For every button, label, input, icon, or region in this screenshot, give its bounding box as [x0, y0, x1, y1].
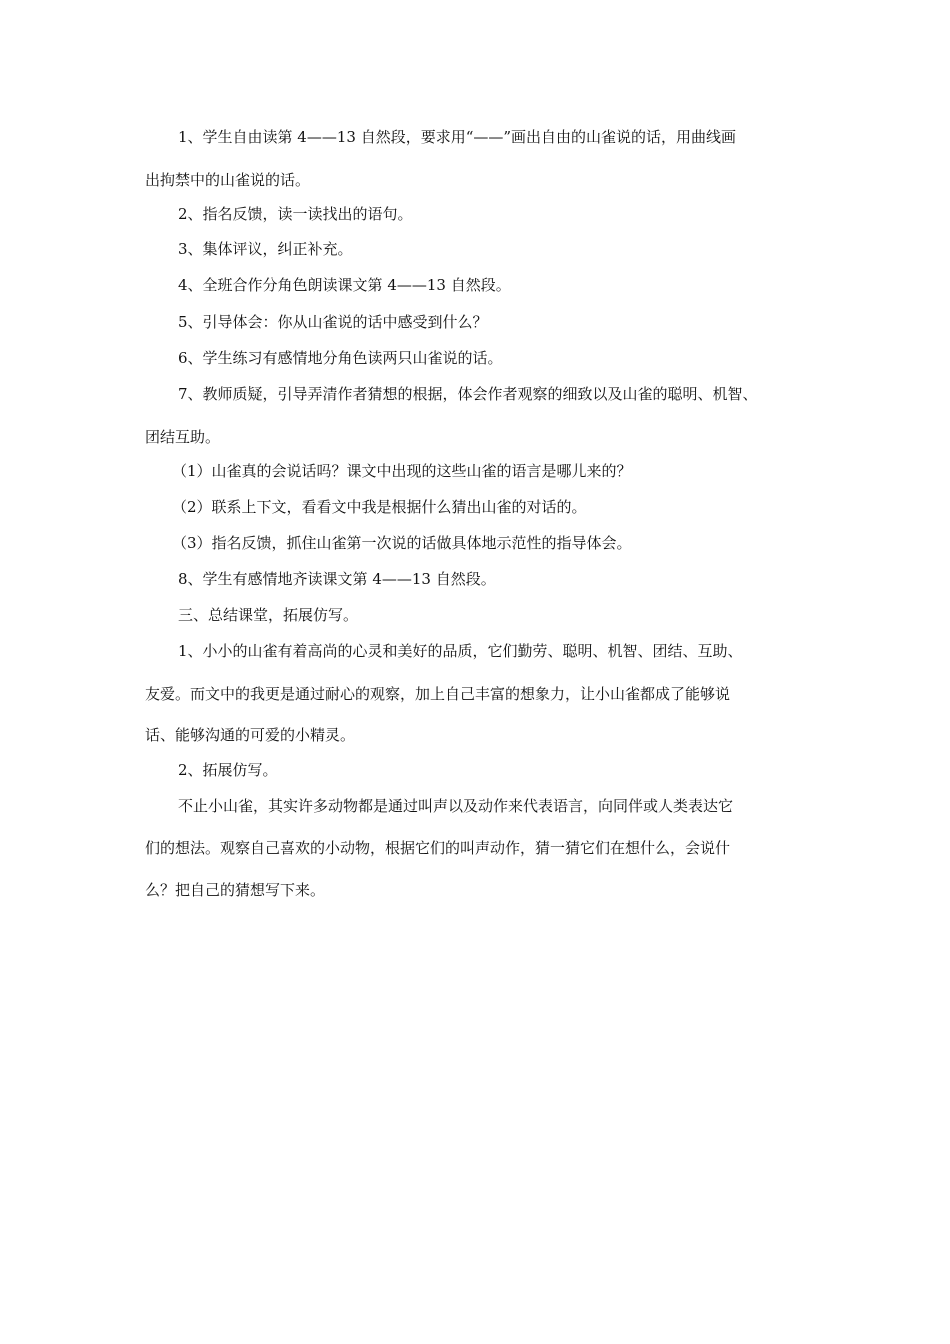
paragraph-line: 6、学生练习有感情地分角色读两只山雀说的话。: [178, 349, 503, 367]
paragraph-line: 3、集体评议，纠正补充。: [178, 240, 353, 258]
paragraph-line: 2、拓展仿写。: [178, 761, 278, 779]
section-heading: 三、总结课堂，拓展仿写。: [178, 606, 359, 624]
paragraph-line: 8、学生有感情地齐读课文第 4——13 自然段。: [178, 570, 496, 588]
paragraph-line: 话、能够沟通的可爱的小精灵。: [145, 726, 356, 744]
paragraph-line: 5、引导体会：你从山雀说的话中感受到什么？: [178, 313, 488, 331]
paragraph-line: 么？把自己的猜想写下来。: [145, 881, 326, 899]
sub-item-line: （1）山雀真的会说话吗？课文中出现的这些山雀的语言是哪儿来的？: [172, 462, 632, 480]
paragraph-line: 团结互助。: [145, 428, 221, 446]
paragraph-line: 2、指名反馈，读一读找出的语句。: [178, 205, 413, 223]
paragraph-line: 友爱。而文中的我更是通过耐心的观察，加上自己丰富的想象力，让小山雀都成了能够说: [145, 685, 731, 703]
sub-item-line: （3）指名反馈，抓住山雀第一次说的话做具体地示范性的指导体会。: [172, 534, 632, 552]
paragraph-line: 们的想法。观察自己喜欢的小动物，根据它们的叫声动作，猜一猜它们在想什么，会说什: [145, 839, 731, 857]
paragraph-line: 1、学生自由读第 4——13 自然段，要求用“——”画出自由的山雀说的话，用曲线画: [178, 128, 737, 146]
paragraph-line: 4、全班合作分角色朗读课文第 4——13 自然段。: [178, 276, 511, 294]
sub-item-line: （2）联系上下文，看看文中我是根据什么猜出山雀的对话的。: [172, 498, 587, 516]
paragraph-line: 1、小小的山雀有着高尚的心灵和美好的品质，它们勤劳、聪明、机智、团结、互助、: [178, 642, 743, 660]
paragraph-line: 出拘禁中的山雀说的话。: [145, 171, 311, 189]
paragraph-line: 不止小山雀，其实许多动物都是通过叫声以及动作来代表语言，向同伴或人类表达它: [178, 797, 734, 815]
paragraph-line: 7、教师质疑，引导弄清作者猜想的根据，体会作者观察的细致以及山雀的聪明、机智、: [178, 385, 758, 403]
